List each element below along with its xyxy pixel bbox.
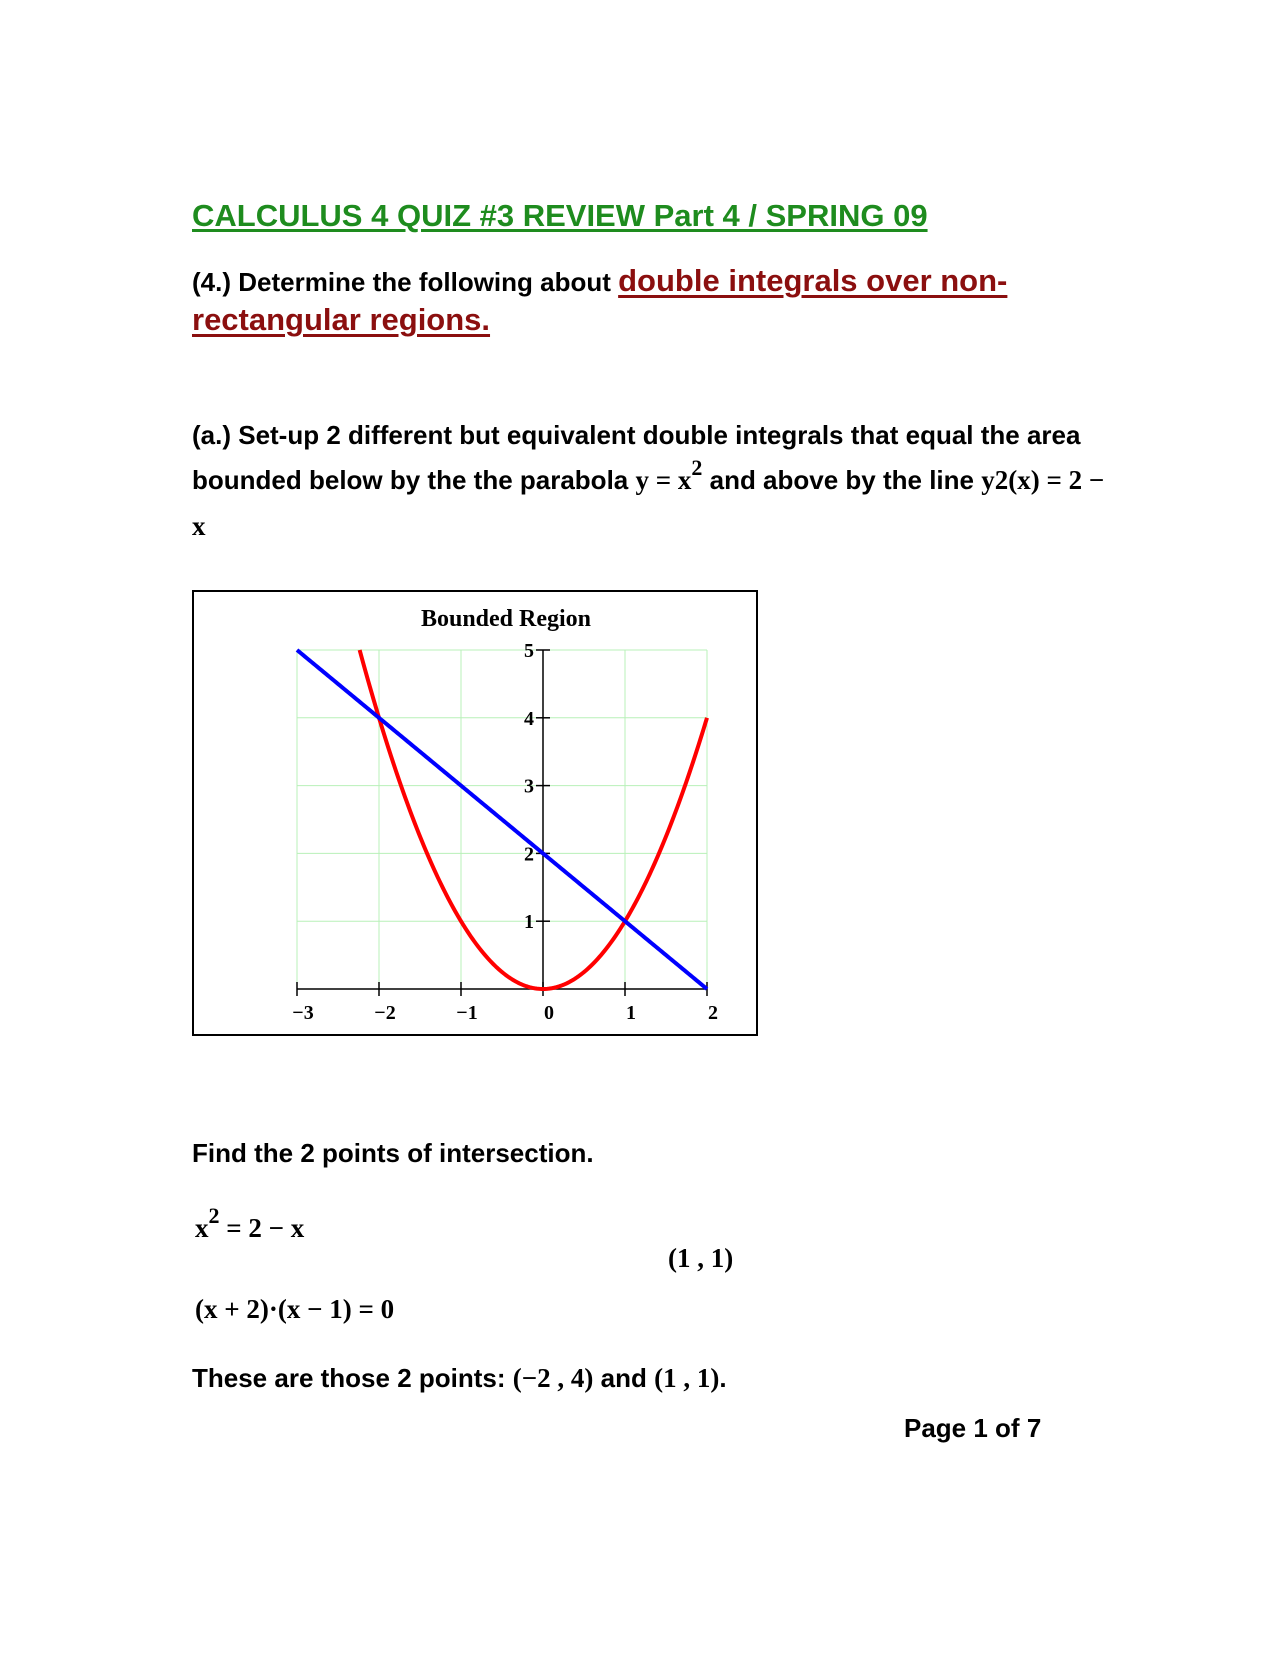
- y-tick-label: 2: [524, 843, 534, 866]
- line-equation: y2(x) = 2 − x: [192, 465, 1105, 541]
- page-number: Page 1 of 7: [904, 1413, 1042, 1443]
- parabola-exponent: 2: [691, 455, 703, 480]
- conclusion: [192, 1363, 727, 1394]
- x-tick-label: 1: [626, 1002, 636, 1024]
- equation-1-right: = 2 − x: [219, 1213, 305, 1243]
- conclusion-prefix: These are those 2 points:: [192, 1363, 506, 1393]
- point-2: (1 , 1): [654, 1363, 720, 1393]
- conclusion-end: .: [719, 1363, 727, 1393]
- x-tick-label: 2: [708, 1002, 718, 1024]
- question-4-prefix: (4.) Determine the following about: [192, 267, 619, 297]
- equation-1: [195, 1203, 305, 1244]
- point-1: (−2 , 4): [512, 1363, 594, 1393]
- bounded-region-chart: [194, 592, 756, 1034]
- y-tick-label: 1: [524, 911, 534, 934]
- y-tick-label: 4: [524, 707, 534, 730]
- find-heading: Find the 2 points of intersection.: [192, 1138, 594, 1168]
- chart-title: Bounded Region: [420, 606, 592, 632]
- parabola-curve: [360, 650, 707, 989]
- question-4: [192, 262, 1092, 340]
- chart-frame: [192, 590, 758, 1036]
- question-4-highlight: double integrals over non-rectangular regions.: [192, 263, 1008, 337]
- x-tick-label: −1: [456, 1002, 478, 1024]
- part-a-text-2: and above by the line: [709, 465, 975, 495]
- equation-1-exponent: 2: [208, 1203, 220, 1228]
- x-tick-label: −2: [374, 1002, 396, 1024]
- y-tick-label: 5: [524, 640, 534, 662]
- intersection-point: (1 , 1): [668, 1243, 734, 1273]
- y-tick-label: 3: [524, 775, 534, 798]
- part-a-text: [192, 413, 1122, 549]
- equation-1-left: x: [195, 1213, 209, 1243]
- x-tick-label: −3: [292, 1002, 314, 1024]
- conclusion-and: and: [600, 1363, 647, 1393]
- parabola-equation: y = x: [635, 465, 692, 495]
- page-title: CALCULUS 4 QUIZ #3 REVIEW Part 4 / SPRING 09: [192, 198, 928, 233]
- equation-2: (x + 2)·(x − 1) = 0: [195, 1294, 395, 1324]
- line-curve: [297, 650, 707, 989]
- part-a-text-1: (a.) Set-up 2 different but equivalent double integrals that equal the area bounded below by the the parabola: [192, 420, 1081, 495]
- x-tick-label: 0: [544, 1002, 554, 1024]
